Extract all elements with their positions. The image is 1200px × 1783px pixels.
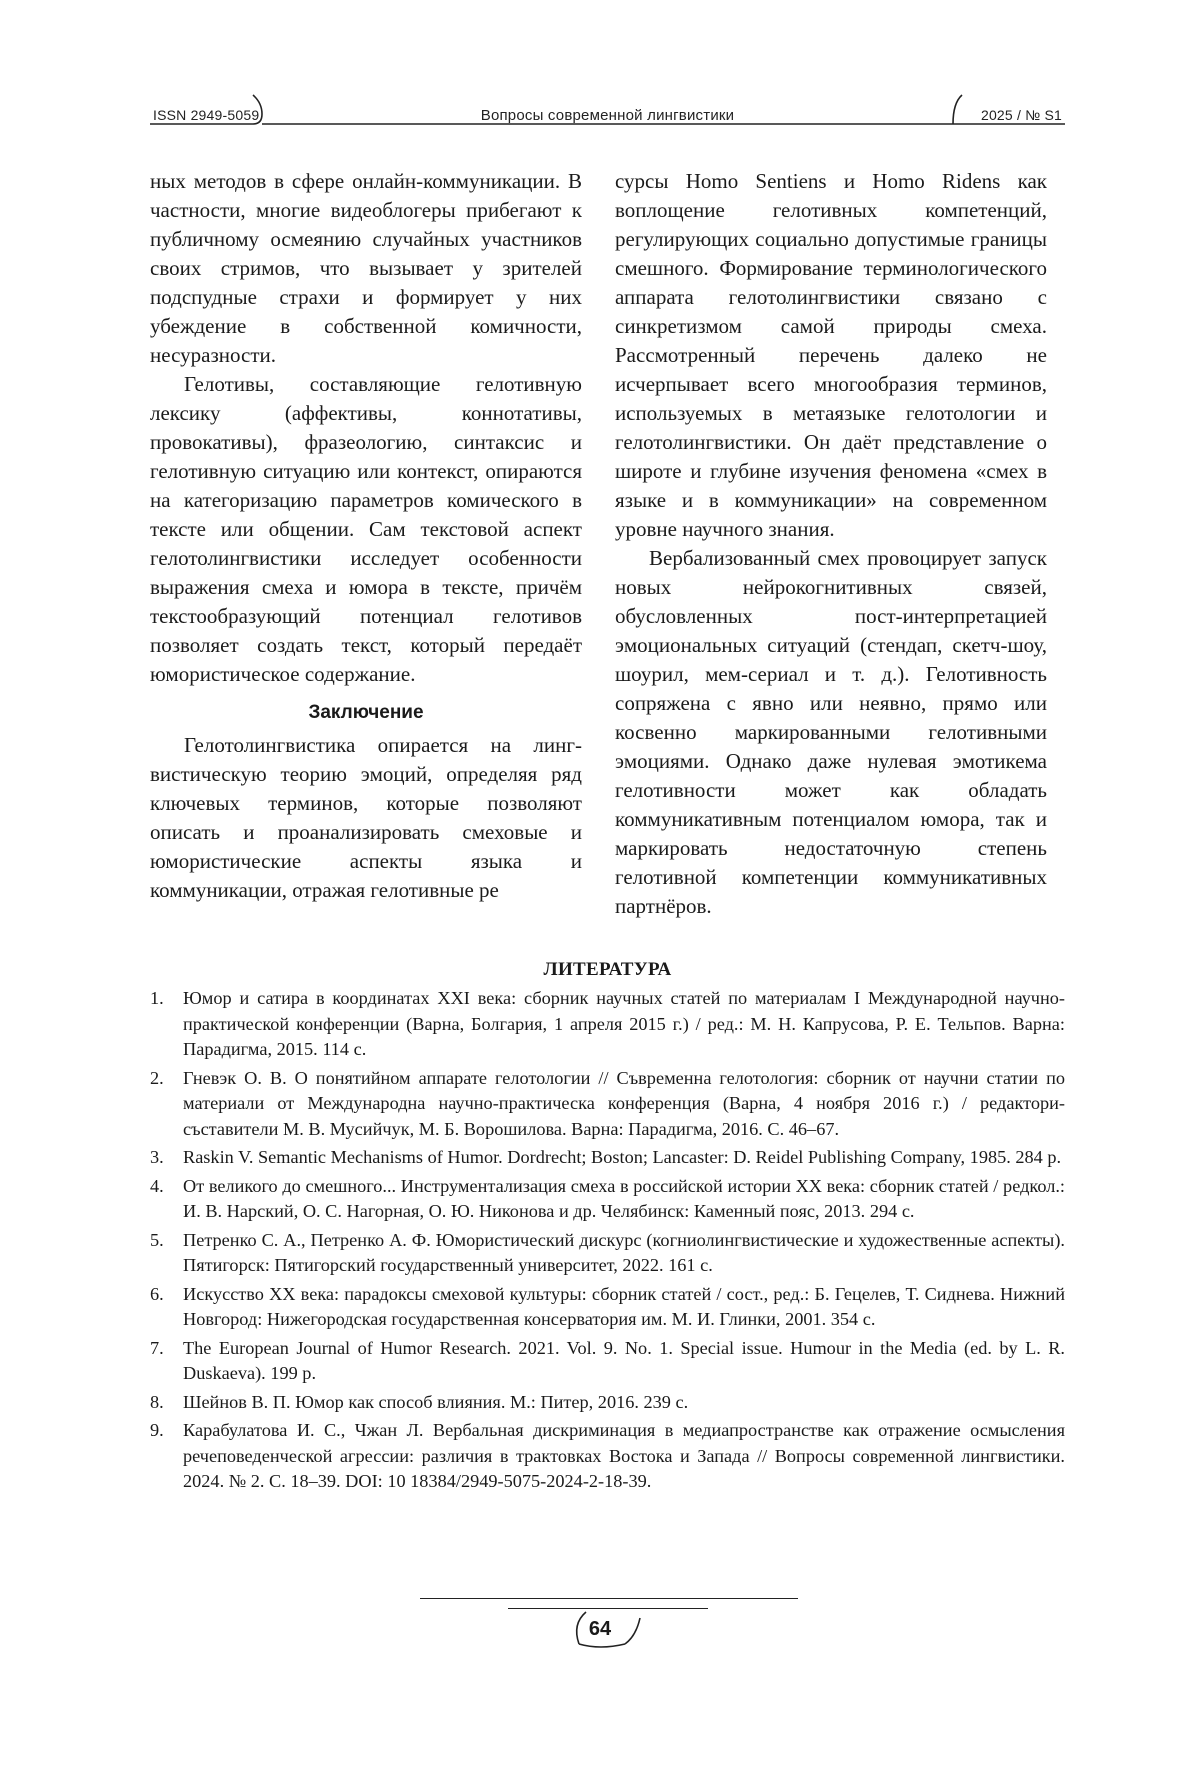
reference-text: Искусство XX века: парадоксы смеховой культуры: сборник статей / сост., ред.: Б. Гецелев, Т. Сиднева. Нижний Новгород: Нижегородская государственная консерватория им. М. И. Глинки, 2001. 354 с. [183,1283,1065,1329]
reference-item [150,1174,1065,1225]
reference-text: Шейнов В. П. Юмор как способ влияния. М.: Питер, 2016. 239 с. [183,1391,689,1412]
reference-item [150,1282,1065,1333]
reference-number: 6. [150,1283,164,1304]
reference-number: 5. [150,1229,164,1250]
reference-number: 1. [150,988,164,1008]
right-column [615,167,1047,921]
reference-text: Петренко С. А., Петренко А. Ф. Юмористический дискурс (когниолингвистические и художественные аспекты). Пятигорск: Пятигорский государственный университет, 2022. 161 с. [183,1229,1065,1275]
left-paragraph-2: Гелотивы, составляющие гелотивную лексику (аффективы, коннотативы, провокативы), фразеологию, синтаксис и гелотивную ситуацию или контекст, опираются на категоризацию параметров комического в тексте или общении. Сам текстовой аспект гелотолингвистики исследует особенности выражения смеха и юмора в тексте, причём текстообразующий потенциал гелотивов позволяет создать текст, который передаёт юмористическое содержание. [150,372,582,686]
page-footer [0,1598,1200,1668]
references-title: ЛИТЕРАТУРА [543,959,672,980]
reference-text: От великого до смешного... Инструментализация смеха в российской истории XX века: сборник статей / редкол.: И. В. Нарский, О. С. Нагорная, О. Ю. Никонова и др. Челябинск: Каменный пояс, 2013. 294 с. [183,1175,1065,1221]
reference-number: 4. [150,1175,164,1196]
page-number: 64 [588,1618,612,1640]
reference-text: The European Journal of Humor Research. 2021. Vol. 9. No. 1. Special issue. Humour in the Media (ed. by L. R. Duskaeva). 199 p. [183,1337,1065,1383]
left-column [150,167,582,905]
reference-item [150,1228,1065,1279]
right-paragraph-2: Вербализованный смех провоцирует запуск новых нейрокогнитивных связей, обусловленных пост-интерпретацией эмоциональных ситуаций (стендап, скетч-шоу, шоурил, мем-сериал и т. д.). Гелотивность сопряжена с явно или неявно, прямо или косвенно маркированными гелотивными эмоциями. Однако даже нулевая эмотикема гелотивности может как обладать коммуникативным потенциалом юмора, так и маркировать недостаточную степень гелотивной компетенции коммуникативных партнёров. [615,546,1047,918]
right-paragraph-1: сурсы Homo Sentiens и Homo Ridens как воплощение гелотивных компетенций, регулирующих социально допустимые границы смешного. Формирование терминологического аппарата гелотолингвистики связано с синкретизмом самой природы смеха. Рассмотренный перечень далеко не исчерпывает всего многообразия терминов, используемых в метаязыке гелотологии и гелотолингвистики. Он даёт представление о широте и глубине изучения феномена «смех в языке и в коммуникации» на современном уровне научного знания. [615,169,1047,541]
reference-text: Raskin V. Semantic Mechanisms of Humor. Dordrecht; Boston; Lancaster: D. Reidel Publishing Company, 1985. 284 p. [183,1147,1062,1167]
reference-number: 7. [150,1337,164,1358]
reference-item [150,1066,1065,1143]
reference-text: Карабулатова И. С., Чжан Л. Вербальная дискриминация в медиапространстве как отражение осмысления речеповеденческой агрессии: различия в трактовках Востока и Запада // Вопросы современной лингвистики. 2024. № 2. С. 18–39. DOI: 10 18384/2949-5075-2024-2-18-39. [183,1420,1065,1491]
reference-item [150,1336,1065,1387]
left-paragraph-1: ных методов в сфере онлайн-коммуникации. В частности, многие видеоблогеры прибегают к публичному осмеянию случайных участников своих стримов, что вызывает у зрителей подспудные страхи и формирует у них убеждение в собственной комичности, несуразности. [150,169,582,367]
journal-title: Вопросы современной лингвистики [480,107,735,124]
reference-item [150,1145,1065,1171]
reference-item [150,986,1065,1063]
reference-item [150,1390,1065,1416]
reference-number: 8. [150,1391,164,1412]
reference-item [150,1418,1065,1495]
section-heading-conclusion: Заключение [308,702,424,723]
running-header [150,90,1065,140]
references-list [150,986,1065,1495]
issn-label: ISSN 2949-5059 [153,107,260,123]
left-paragraph-3: Гелотолингвистика опирается на лингвистическую теорию эмоций, определяя ряд ключевых терминов, которые позволяют описать и проанализировать смеховые и юмористические аспекты языка и коммуникации, отражая гелотивные ре [150,733,582,902]
references-section [150,958,1065,1498]
reference-text: Юмор и сатира в координатах XXI века: сборник научных статей по материалам I Международной научно-практической конференции (Варна, Болгария, 1 апреля 2015 г.) / ред.: М. Н. Капрусова, Р. Е. Тельпов. Варна: Парадигма, 2015. 114 с. [183,988,1065,1059]
reference-number: 9. [150,1420,164,1440]
reference-number: 3. [150,1147,164,1167]
reference-text: Гневэк О. В. О понятийном аппарате гелотологии // Съвременна гелотология: сборник от научни статии по материали от Международна научно-практическа конференция (Варна, 4 ноября 2016 г.) / редактори-съставители М. В. Мусийчук, М. Б. Ворошилова. Варна: Парадигма, 2016. С. 46–67. [183,1067,1065,1139]
reference-number: 2. [150,1067,164,1088]
issue-label: 2025 / № S1 [980,107,1062,123]
